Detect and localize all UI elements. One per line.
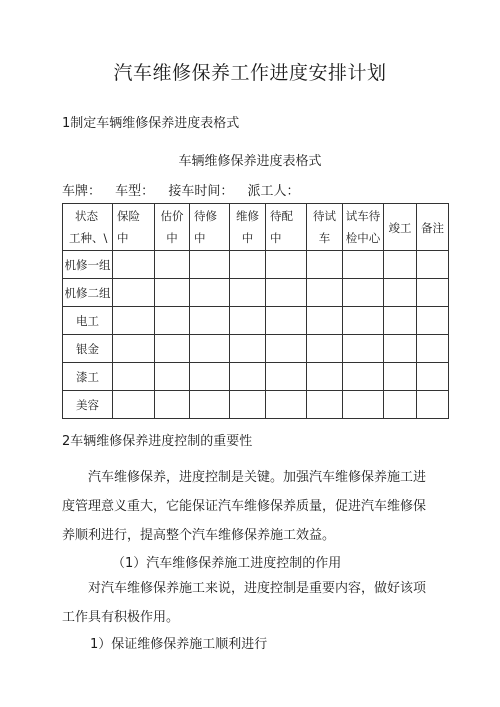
- meta-plate: 车牌：: [62, 184, 102, 199]
- table-row: [63, 335, 449, 363]
- table-title: 车辆维修保养进度表格式: [178, 154, 322, 169]
- table-row: [63, 307, 449, 335]
- paragraph-2: 对汽车维修保养施工来说，进度控制是重要内容，做好该项工作具有积极作用。: [62, 581, 427, 625]
- table-row: [63, 279, 449, 307]
- header-cell: 备注: [417, 204, 449, 251]
- paragraph-1: 汽车维修保养，进度控制是关键。加强汽车维修保养施工进度管理意义重大，它能保证汽车维修保养质量，促进汽车维修保养顺利进行，提高整个汽车维修保养施工效益。: [62, 470, 427, 543]
- header-corner-cell: [63, 204, 113, 251]
- row-label: 美容: [63, 391, 113, 419]
- header-cell: 竣工: [384, 204, 417, 251]
- section2-heading: 2车辆维修保养进度控制的重要性: [62, 434, 253, 449]
- header-cell: 待配 中: [266, 204, 307, 251]
- meta-model: 车型：: [115, 184, 155, 199]
- header-cell: 估价 中: [155, 204, 190, 251]
- subheading-1: （1）汽车维修保养施工进度控制的作用: [112, 556, 342, 571]
- header-cell: 维修 中: [230, 204, 266, 251]
- progress-table: [62, 203, 449, 419]
- meta-dispatcher: 派工人：: [247, 184, 300, 199]
- table-row: [63, 363, 449, 391]
- table-header-row: [63, 204, 449, 251]
- header-cell: 保险 中: [113, 204, 155, 251]
- row-label: 电工: [63, 307, 113, 335]
- meta-intake-time: 接车时间：: [168, 184, 234, 199]
- table-row: [63, 391, 449, 419]
- header-corner-trade: 工种、\: [69, 231, 108, 245]
- header-cell: 待试 车: [307, 204, 343, 251]
- table-meta-line: [62, 180, 309, 199]
- document-title: 汽车维修保养工作进度安排计划: [113, 62, 387, 84]
- row-label: 银金: [63, 335, 113, 363]
- header-corner-status: 状态: [75, 209, 98, 223]
- row-label: 机修一组: [63, 251, 113, 279]
- header-cell: 待修 中: [190, 204, 230, 251]
- section1-heading: 1制定车辆维修保养进度表格式: [62, 116, 240, 131]
- row-label: 漆工: [63, 363, 113, 391]
- header-cell: 试车待 检中心: [343, 204, 384, 251]
- subheading-2: 1）保证维修保养施工顺利进行: [90, 637, 268, 652]
- row-label: 机修二组: [63, 279, 113, 307]
- table-row: [63, 251, 449, 279]
